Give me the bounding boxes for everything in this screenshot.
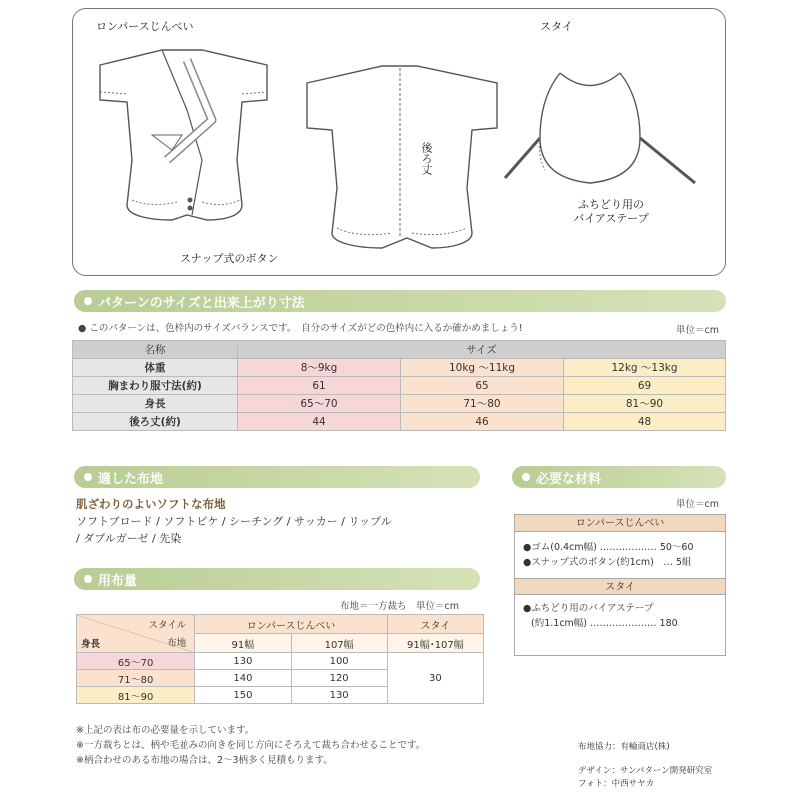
row-label: 体重 xyxy=(73,359,238,377)
fabric-list-line1: ソフトブロード / ソフトピケ / シーチング / サッカー / リップル xyxy=(76,515,392,528)
size-unit: 単位＝cm xyxy=(676,325,719,336)
cell: 44 xyxy=(238,413,401,431)
cell: 130 xyxy=(291,687,387,704)
yardage-note: 布地＝一方裁ち 単位＝cm xyxy=(340,601,459,612)
fabric-section-header xyxy=(74,466,480,488)
cell: 8～9kg xyxy=(238,359,401,377)
footnote-3: ※柄合わせのある布地の場合は、2～3柄多く見積もります。 xyxy=(76,755,333,766)
credit-photo: フォト：中西サヤカ xyxy=(578,779,655,789)
bias-tape-label-line1: ふちどり用の xyxy=(578,198,644,211)
width-107-header: 107幅 xyxy=(291,634,387,653)
bullet-icon xyxy=(522,473,530,481)
cell: 46 xyxy=(401,413,564,431)
header-size: サイズ xyxy=(238,341,726,359)
row-label: 81～90 xyxy=(77,687,195,704)
bullet-icon xyxy=(84,297,92,305)
materials-box xyxy=(514,514,726,656)
materials-romper-head: ロンパースじんべい xyxy=(515,515,725,532)
cell: 150 xyxy=(195,687,291,704)
table-row xyxy=(73,359,726,377)
bib-label: スタイ xyxy=(540,20,573,33)
cell: 130 xyxy=(195,653,291,670)
diagonal-header-cell xyxy=(77,615,195,653)
size-section-header xyxy=(74,290,726,312)
romper-col-header: ロンパースじんべい xyxy=(195,615,387,634)
fabric-title: 肌ざわりのよいソフトな布地 xyxy=(76,497,226,511)
cell: 81～90 xyxy=(564,395,726,413)
row-label: 後ろ丈(約) xyxy=(73,413,238,431)
table-row xyxy=(77,653,484,670)
row-label: 身長 xyxy=(73,395,238,413)
romper-label: ロンパースじんべい xyxy=(96,20,194,33)
cell: 10kg ～11kg xyxy=(401,359,564,377)
fabric-list-line2: / ダブルガーゼ / 先染 xyxy=(76,532,182,545)
style-label: スタイル xyxy=(148,620,187,631)
fabric-label: 布地 xyxy=(167,638,187,649)
table-row xyxy=(73,413,726,431)
width-both-header: 91幅･107幅 xyxy=(387,634,483,653)
material-item: ●ゴム(0.4cm幅) ……………… 50～60 xyxy=(523,542,694,553)
size-note: ● このパターンは、色枠内のサイズバランスです。 自分のサイズがどの色枠内に入るか確かめましょう! xyxy=(78,323,523,334)
credit-fabric: 布地協力：有輪商店(株) xyxy=(578,742,670,752)
credit-design: デザイン：サンパターン開発研究室 xyxy=(578,766,713,776)
cell: 71～80 xyxy=(401,395,564,413)
table-row xyxy=(77,615,484,634)
table-row xyxy=(73,377,726,395)
height-label: 身長 xyxy=(81,639,101,650)
table-row xyxy=(73,395,726,413)
materials-bib-head: スタイ xyxy=(515,578,725,595)
romper-front-illustration xyxy=(92,40,282,250)
cell: 120 xyxy=(291,670,387,687)
materials-unit: 単位＝cm xyxy=(676,499,719,510)
fabric-section-title: 適した布地 xyxy=(98,471,164,487)
snap-button-label: スナップ式のボタン xyxy=(180,252,279,265)
size-section-title: パターンのサイズと出来上がり寸法 xyxy=(98,295,305,311)
yardage-section-header xyxy=(74,568,480,590)
cell: 48 xyxy=(564,413,726,431)
table-row xyxy=(73,341,726,359)
bib-value-cell: 30 xyxy=(387,653,483,704)
bullet-icon xyxy=(84,575,92,583)
header-name: 名称 xyxy=(73,341,238,359)
bib-col-header: スタイ xyxy=(387,615,483,634)
materials-section-title: 必要な材料 xyxy=(536,471,602,487)
bib-illustration xyxy=(500,58,710,208)
footnote-1: ※上記の表は布の必要量を示しています。 xyxy=(76,725,255,736)
back-length-label: 後ろ丈 xyxy=(420,142,433,175)
yardage-section-title: 用布量 xyxy=(98,573,138,589)
bias-tape-label-line2: バイアステープ xyxy=(573,212,649,225)
cell: 69 xyxy=(564,377,726,395)
footnote-2: ※一方裁ちとは、柄や毛並みの向きを同じ方向にそろえて裁ち合わせることです。 xyxy=(76,740,426,751)
yardage-table xyxy=(76,614,484,704)
cell: 100 xyxy=(291,653,387,670)
cell: 65～70 xyxy=(238,395,401,413)
materials-section-header xyxy=(512,466,726,488)
row-label: 胸まわり服寸法(約) xyxy=(73,377,238,395)
row-label: 65～70 xyxy=(77,653,195,670)
bullet-icon xyxy=(84,473,92,481)
material-item: ●ふちどり用のバイアステープ xyxy=(523,603,654,614)
size-table xyxy=(72,340,726,431)
cell: 65 xyxy=(401,377,564,395)
cell: 61 xyxy=(238,377,401,395)
row-label: 71～80 xyxy=(77,670,195,687)
material-item: (約1.1cm幅) ………………… 180 xyxy=(531,618,678,629)
romper-back-illustration xyxy=(302,58,502,258)
size-note-text: このパターンは、色枠内のサイズバランスです。 自分のサイズがどの色枠内に入るか確かめましょう! xyxy=(89,323,523,334)
width-91-header: 91幅 xyxy=(195,634,291,653)
cell: 140 xyxy=(195,670,291,687)
cell: 12kg ～13kg xyxy=(564,359,726,377)
material-item: ●スナップ式のボタン(約1cm) … 5組 xyxy=(523,557,692,568)
